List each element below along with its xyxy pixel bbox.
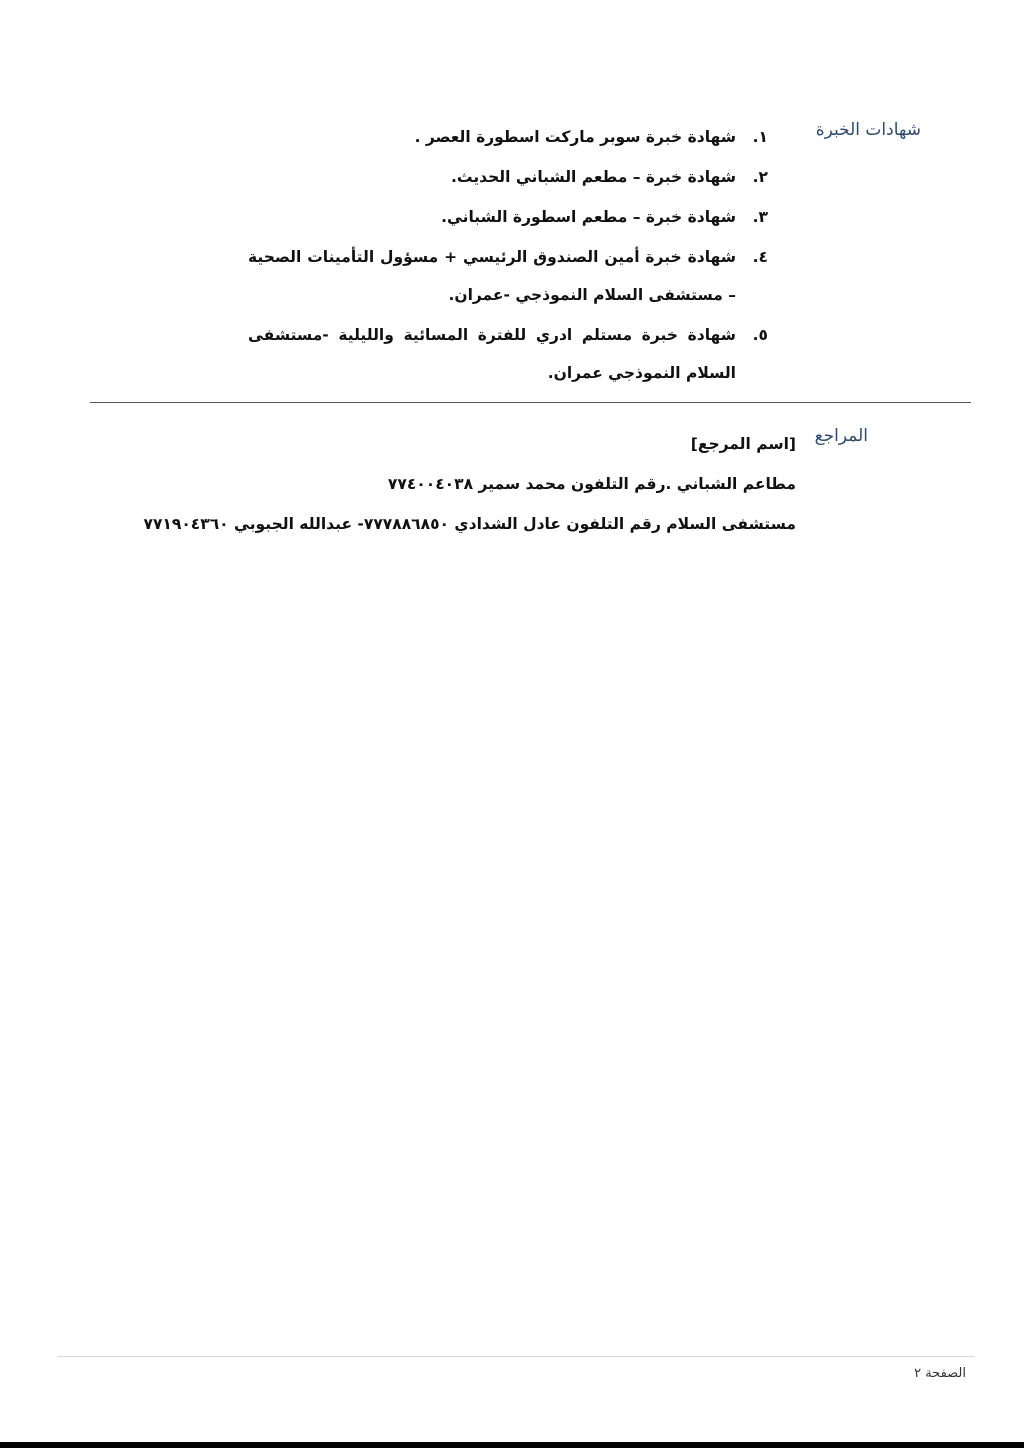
list-item-number: ٥. <box>752 326 768 344</box>
page-number: الصفحة ٢ <box>914 1366 966 1381</box>
list-item-number: ٢. <box>752 168 768 186</box>
list-item <box>248 238 768 314</box>
list-item-text: شهادة خبرة – مطعم اسطورة الشباني. <box>441 208 736 226</box>
list-item-text: شهادة خبرة مستلم ادري للفترة المسائية والليلية -مستشفى السلام النموذجي عمران. <box>248 326 736 382</box>
experience-certificates-heading: شهادات الخبرة <box>815 120 921 140</box>
list-item-text: شهادة خبرة – مطعم الشباني الحديث. <box>451 168 736 186</box>
list-item <box>248 316 768 392</box>
references-heading: المراجع <box>814 426 868 446</box>
list-item-text: شهادة خبرة أمين الصندوق الرئيسي + مسؤول التأمينات الصحية – مستشفى السلام النموذجي -عمران. <box>248 248 736 304</box>
experience-certificates-list <box>248 118 768 394</box>
reference-line: مستشفى السلام رقم التلفون عادل الشدادي ٧٧٧٨٨٦٨٥٠- عبدالله الجبوبي ٧٧١٩٠٤٣٦٠ <box>143 515 796 533</box>
screen-bottom-bar <box>0 1442 1024 1448</box>
list-item <box>248 198 768 236</box>
footer-divider <box>58 1356 974 1357</box>
list-item <box>248 118 768 156</box>
list-item-number: ١. <box>752 128 768 146</box>
list-item-number: ٤. <box>752 248 768 266</box>
reference-name-placeholder: [اسم المرجع] <box>690 435 796 453</box>
reference-line: مطاعم الشباني .رقم التلفون محمد سمير ٧٧٤٠٠٤٠٣٨ <box>387 475 796 493</box>
list-item-text: شهادة خبرة سوبر ماركت اسطورة العصر . <box>414 128 736 146</box>
list-item <box>248 158 768 196</box>
list-item-number: ٣. <box>752 208 768 226</box>
section-divider <box>90 402 971 403</box>
references-block <box>143 424 796 544</box>
